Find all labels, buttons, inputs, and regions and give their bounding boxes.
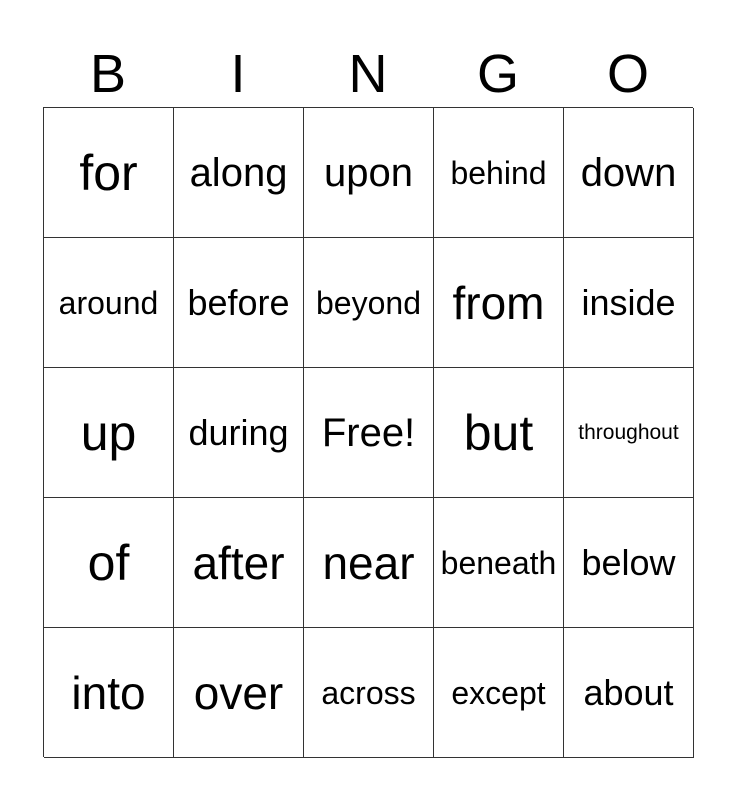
- bingo-cell[interactable]: for: [44, 108, 174, 238]
- bingo-cell[interactable]: during: [174, 368, 304, 498]
- bingo-cell[interactable]: after: [174, 498, 304, 628]
- bingo-cell[interactable]: before: [174, 238, 304, 368]
- bingo-cell[interactable]: into: [44, 628, 174, 758]
- header-letter-n: N: [348, 44, 388, 104]
- bingo-cell[interactable]: from: [434, 238, 564, 368]
- bingo-cell[interactable]: along: [174, 108, 304, 238]
- bingo-header: [43, 40, 693, 108]
- header-letter-i: I: [230, 44, 246, 104]
- bingo-cell[interactable]: about: [564, 628, 694, 758]
- bingo-cell[interactable]: throughout: [564, 368, 694, 498]
- bingo-cell[interactable]: up: [44, 368, 174, 498]
- header-letter-g: G: [476, 44, 519, 104]
- bingo-cell[interactable]: behind: [434, 108, 564, 238]
- bingo-cell[interactable]: down: [564, 108, 694, 238]
- header-letter-b: B: [89, 44, 127, 104]
- bingo-cell[interactable]: but: [434, 368, 564, 498]
- bingo-cell free-space[interactable]: Free!: [304, 368, 434, 498]
- bingo-cell[interactable]: over: [174, 628, 304, 758]
- bingo-cell[interactable]: across: [304, 628, 434, 758]
- bingo-cell[interactable]: beyond: [304, 238, 434, 368]
- bingo-cell[interactable]: of: [44, 498, 174, 628]
- header-letter-o: O: [606, 44, 649, 104]
- bingo-cell[interactable]: upon: [304, 108, 434, 238]
- bingo-board: [43, 107, 693, 757]
- bingo-cell[interactable]: below: [564, 498, 694, 628]
- bingo-cell[interactable]: near: [304, 498, 434, 628]
- bingo-cell[interactable]: inside: [564, 238, 694, 368]
- bingo-cell[interactable]: beneath: [434, 498, 564, 628]
- bingo-cell[interactable]: around: [44, 238, 174, 368]
- bingo-cell[interactable]: except: [434, 628, 564, 758]
